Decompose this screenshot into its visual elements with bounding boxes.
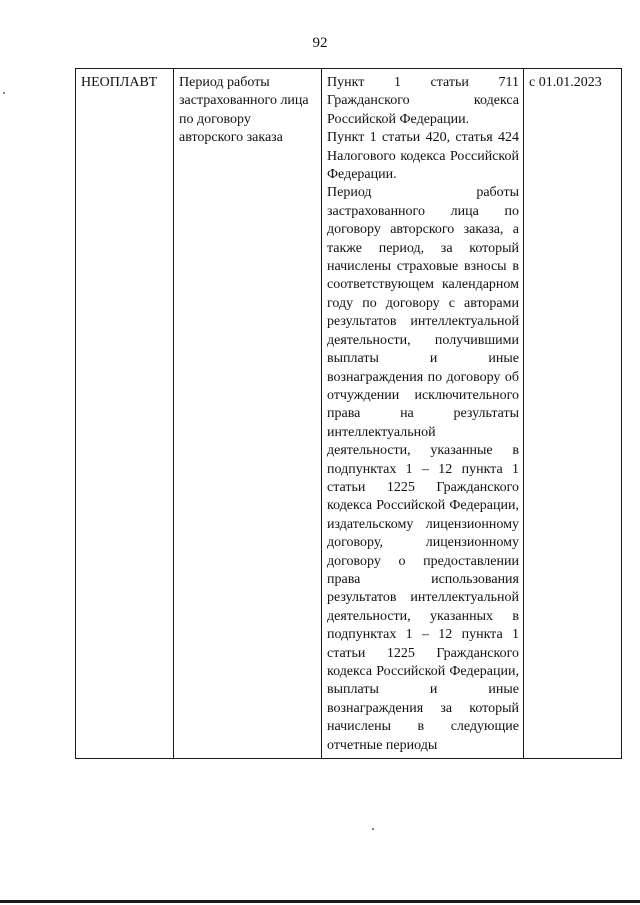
- cell-period-name: Период работы застрахованного лица по договору авторского заказа: [174, 69, 322, 759]
- page-number: 92: [312, 35, 328, 51]
- cell-effective-date: с 01.01.2023: [524, 69, 622, 759]
- scan-edge-line: [0, 900, 640, 903]
- scan-speck: [372, 828, 374, 830]
- table-row: [76, 69, 622, 759]
- cell-legal-basis: [322, 69, 524, 759]
- document-table: [75, 68, 622, 759]
- basis-paragraph-3: Период работы застрахованного лица по договору авторского заказа, а также период, за который начислены страховые взносы в соответствующем календарном году по договору с авторами результатов интеллектуальной деятельности, получившими выплаты и иные вознаграждения по договору об отчуждении исключительного права на результаты интеллектуальной деятельности, указанные в подпунктах 1 – 12 пункта 1 статьи 1225 Гражданского кодекса Российской Федерации, издательскому лицензионному договору, лицензионному договору о предоставлении права использования результатов интеллектуальной деятельности, указанных в подпунктах 1 – 12 пункта 1 статьи 1225 Гражданского кодекса Российской Федерации, выплаты и иные вознаграждения за который начислены в следующие отчетные периоды: [327, 185, 519, 753]
- basis-paragraph-2: Пункт 1 статьи 420, статья 424 Налогового кодекса Российской Федерации.: [327, 130, 519, 183]
- cell-code: НЕОПЛАВТ: [76, 69, 174, 759]
- scan-speck: [3, 92, 5, 94]
- basis-paragraph-1: Пункт 1 статьи 711 Гражданского кодекса Российской Федерации.: [327, 75, 519, 127]
